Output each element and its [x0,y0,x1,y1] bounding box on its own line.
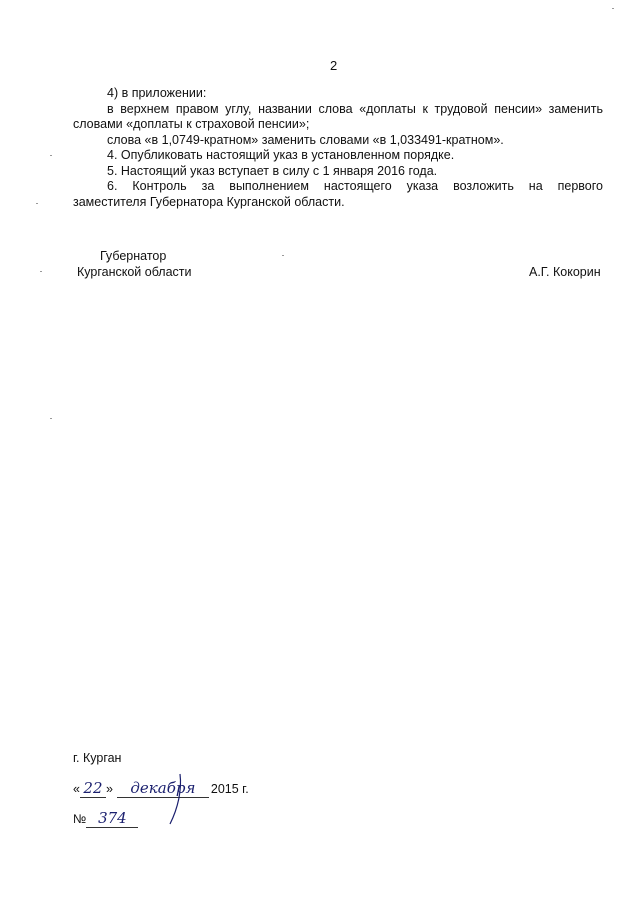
quote-open: « [73,782,80,796]
paragraph-control-cont: заместителя Губернатора Курганской области. [73,194,345,209]
scan-speck [282,255,284,256]
page-number: 2 [330,58,338,73]
document-body [73,86,603,210]
signatory-name: А.Г. Кокорин [529,265,601,279]
scan-speck [50,418,52,419]
issue-city: г. Курган [73,751,122,765]
decree-number [73,809,138,828]
paragraph-replace-title-cont: словами «доплаты к страховой пенсии»; [73,117,310,131]
paragraph-publish: 4. Опубликовать настоящий указ в установленном порядке. [107,148,455,162]
scan-speck [612,8,614,9]
signatory-title: Губернатор [100,249,167,263]
pen-stroke-mark [160,770,190,830]
handwritten-day: 22 [80,779,106,798]
signatory-region: Курганской области [77,265,192,279]
handwritten-number: 374 [86,809,138,828]
scan-speck [40,271,42,272]
paragraph-replace-ratio: слова «в 1,0749-кратном» заменить словами «в 1,033491-кратном». [107,132,504,147]
paragraph-replace-title: в верхнем правом углу, названии слова «доплаты к трудовой пенсии» заменить [107,101,603,116]
paragraph-appendix: 4) в приложении: [107,86,207,100]
issue-year: 2015 г. [210,782,249,796]
number-prefix: № [73,812,87,826]
quote-close: » [105,782,113,796]
paragraph-control: 6. Контроль за выполнением настоящего указа возложить на первого [107,179,603,193]
scan-speck [36,203,38,204]
paragraph-effective-date: 5. Настоящий указ вступает в силу с 1 января 2016 года. [107,163,438,178]
handwritten-month: декабря [117,779,209,798]
scan-speck [50,155,52,156]
